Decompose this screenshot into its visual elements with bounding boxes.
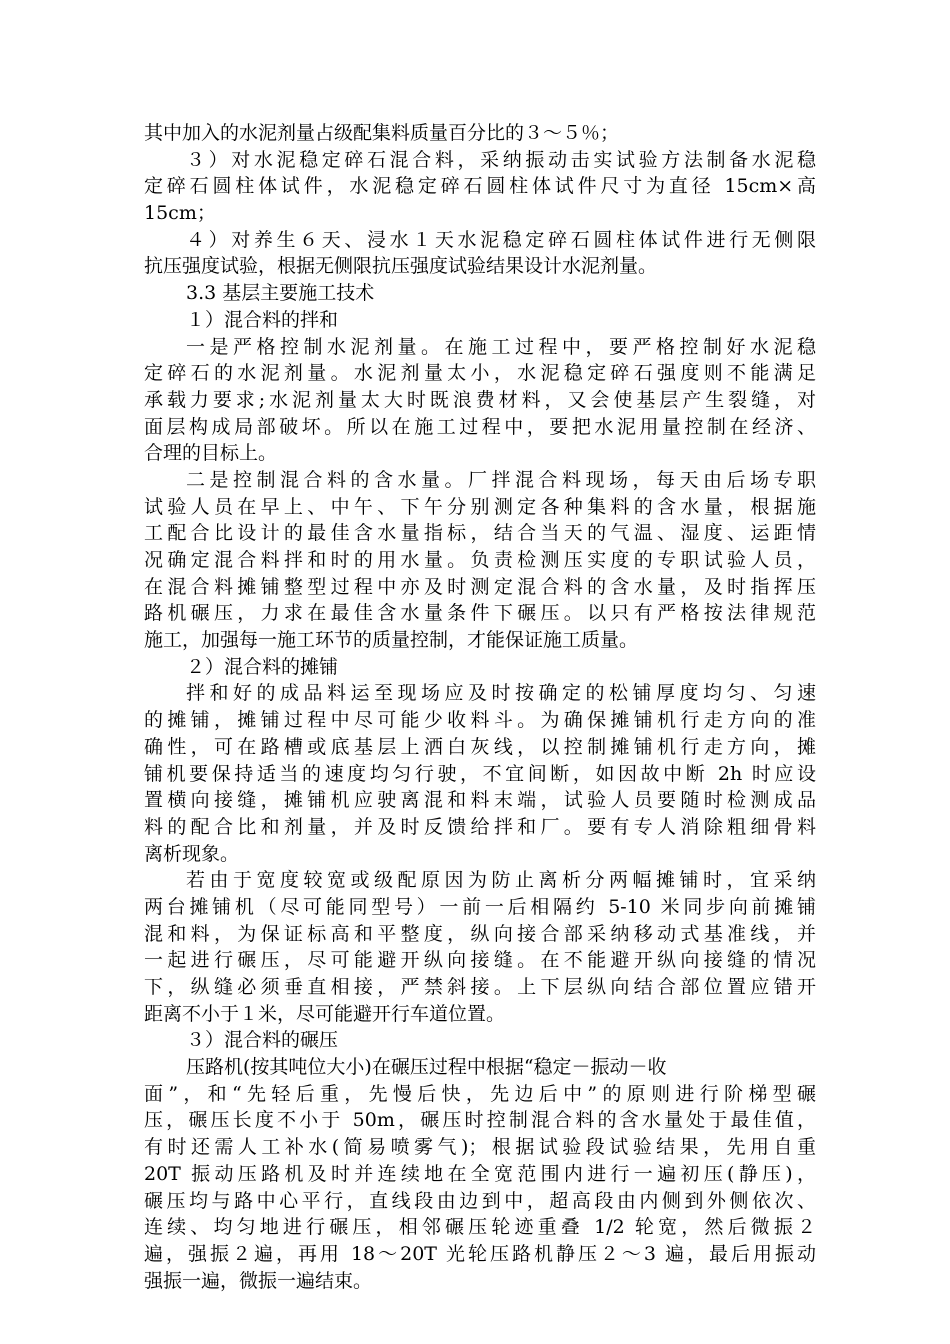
text-line: 有时还需人工补水(简易喷雾气)；根据试验段试验结果，先用自重 [144, 1136, 816, 1159]
text-line: 碾压均与路中心平行，直线段由边到中，超高段由内侧到外侧依次、 [144, 1189, 816, 1212]
text-line: 连续、均匀地进行碾压，相邻碾压轮迹重叠 1/2 轮宽，然后微振２ [144, 1216, 816, 1239]
text-line: 下，纵缝必须垂直相接，严禁斜接。上下层纵向结合部位置应错开 [144, 976, 816, 998]
document-body [144, 120, 816, 1294]
text-line: 路机碾压，力求在最佳含水量条件下碾压。以只有严格按法律规范 [144, 602, 816, 625]
text-line: 定碎石圆柱体试件，水泥稳定碎石圆柱体试件尺寸为直径 15cm×高 [144, 175, 816, 198]
text-line: 距离不小于１米，尽可能避开行车道位置。 [144, 1002, 506, 1025]
text-line: 若由于宽度较宽或级配原因为防止离析分两幅摊铺时，宜采纳 [186, 869, 816, 892]
text-line: 20T 振动压路机及时并连续地在全宽范围内进行一遍初压(静压)， [144, 1162, 816, 1185]
text-line: 料的配合比和剂量，并及时反馈给拌和厂。要有专人消除粗细骨料 [144, 815, 816, 838]
text-line: 施工，加强每一施工环节的质量控制，才能保证施工质量。 [144, 629, 639, 652]
text-line: 面层构成局部破坏。所以在施工过程中，要把水泥用量控制在经济、 [144, 415, 816, 438]
text-line: 确性，可在路槽或底基层上洒白灰线，以控制摊铺机行走方向，摊 [144, 735, 816, 758]
text-line: 承载力要求;水泥剂量太大时既浪费材料，又会使基层产生裂缝，对 [144, 388, 816, 411]
text-line: 3.3 基层主要施工技术 [186, 282, 375, 305]
text-line: 遍，强振２遍，再用 18～20T 光轮压路机静压２～3 遍，最后用振动 [144, 1242, 816, 1265]
text-line: 定碎石的水泥剂量。水泥剂量太小，水泥稳定碎石强度则不能满足 [144, 362, 816, 385]
text-line: １）混合料的拌和 [186, 308, 339, 331]
text-line: 一起进行碾压，尽可能避开纵向接缝。在不能避开纵向接缝的情况 [144, 949, 816, 972]
text-line: 试验人员在早上、中午、下午分别测定各种集料的含水量，根据施 [144, 495, 816, 518]
text-line: 压，碾压长度不小于 50m，碾压时控制混合料的含水量处于最佳值， [144, 1109, 816, 1132]
text-line: 工配合比设计的最佳含水量指标，结合当天的气温、湿度、运距情 [144, 522, 816, 545]
text-line: 一是严格控制水泥剂量。在施工过程中，要严格控制好水泥稳 [186, 335, 816, 358]
text-line: ３）对水泥稳定碎石混合料，采纳振动击实试验方法制备水泥稳 [186, 148, 816, 171]
text-line: 混和料，为保证标高和平整度，纵向接合部采纳移动式基准线，并 [144, 922, 816, 945]
text-line: 强振一遍，微振一遍结束。 [144, 1269, 373, 1292]
text-line: 离析现象。 [144, 842, 240, 865]
text-line: ４）对养生６天、浸水１天水泥稳定碎石圆柱体试件进行无侧限 [186, 228, 816, 251]
text-line: 二是控制混合料的含水量。厂拌混合料现场，每天由后场专职 [186, 468, 816, 491]
text-line: 合理的目标上。 [144, 442, 278, 465]
text-line: ２）混合料的摊铺 [186, 655, 339, 678]
text-line: 压路机(按其吨位大小)在碾压过程中根据“稳定－振动－收 [186, 1056, 667, 1079]
text-line: 面”，和“先轻后重，先慢后快，先边后中”的原则进行阶梯型碾 [144, 1082, 816, 1105]
text-line: 的摊铺，摊铺过程中尽可能少收料斗。为确保摊铺机行走方向的准 [144, 709, 816, 732]
text-line: 抗压强度试验，根据无侧限抗压强度试验结果设计水泥剂量。 [144, 255, 658, 278]
text-line: 15cm； [144, 202, 216, 225]
text-line: 铺机要保持适当的速度均匀行驶，不宜间断，如因故中断 2h 时应设 [144, 762, 816, 785]
text-line: 况确定混合料拌和时的用水量。负责检测压实度的专职试验人员， [144, 549, 816, 571]
text-line: 在混合料摊铺整型过程中亦及时测定混合料的含水量，及时指挥压 [144, 575, 816, 598]
text-line: 两台摊铺机（尽可能同型号）一前一后相隔约 5-10 米同步向前摊铺 [144, 895, 816, 918]
text-line: 置横向接缝，摊铺机应驶离混和料末端，试验人员要随时检测成品 [144, 789, 816, 812]
text-line: 拌和好的成品料运至现场应及时按确定的松铺厚度均匀、匀速 [186, 682, 816, 705]
text-line: ３）混合料的碾压 [186, 1029, 339, 1052]
text-line: 其中加入的水泥剂量占级配集料质量百分比的３～５％； [144, 122, 620, 144]
